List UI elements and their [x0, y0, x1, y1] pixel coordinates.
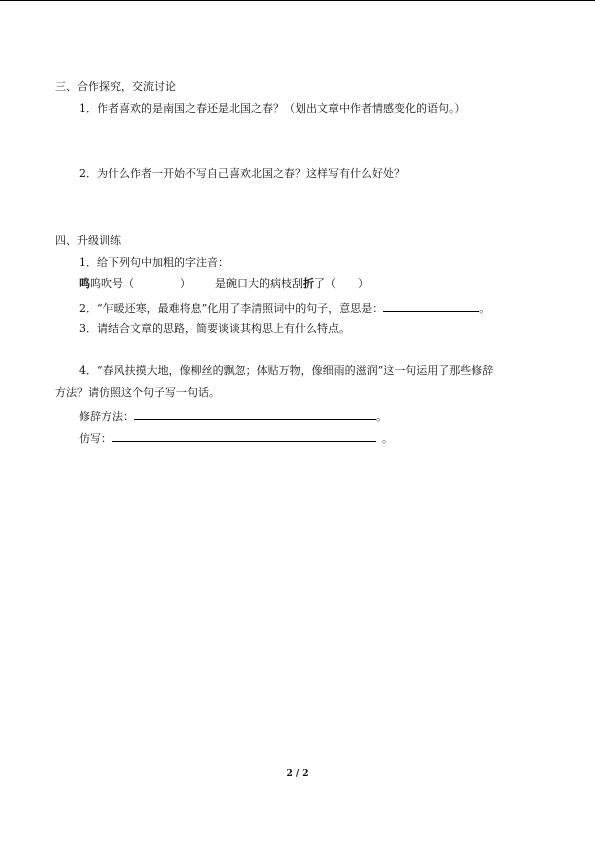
pinyin-item-a-text: 呜吹号（ [90, 277, 134, 290]
page-number: 2 / 2 [286, 769, 309, 779]
top-border-line [0, 0, 595, 1]
rhetoric-label: 修辞方法： [79, 410, 134, 423]
rhetoric-end: 。 [376, 410, 387, 423]
imitate-end: 。 [382, 432, 393, 445]
pinyin-item-a [79, 277, 191, 291]
section-3-heading: 三、合作探究，交流讨论 [55, 80, 176, 93]
meaning-answer-blank[interactable] [383, 300, 479, 312]
section-4-question-1: 1．给下列句中加粗的字注音： [79, 256, 229, 269]
imitate-label: 仿写： [79, 432, 112, 445]
section-4-heading: 四、升级训练 [55, 234, 121, 247]
bold-character-b: 折 [303, 277, 314, 290]
imitate-row [79, 430, 393, 446]
bold-character-a: 鸣 [79, 277, 90, 290]
section-4-question-2 [79, 300, 490, 316]
section-4-question-4-line-2: 方法？请仿照这个句子写一句话。 [55, 386, 220, 399]
imitate-answer-blank[interactable] [112, 430, 376, 442]
pinyin-item-a-close: ） [180, 277, 191, 290]
pinyin-item-b-close: ） [358, 277, 369, 290]
question-2-end: 。 [479, 302, 491, 315]
pinyin-item-b-text: 是碗口大的病枝刮 [215, 277, 303, 290]
question-2-text: 2．“乍暖还寒，最难将息”化用了李清照词中的句子，意思是： [79, 302, 384, 315]
section-4-question-3: 3．请结合文章的思路，简要谈谈其构思上有什么特点。 [79, 322, 350, 335]
section-3-question-2: 2．为什么作者一开始不写自己喜欢北国之春？这样写有什么好处？ [79, 167, 405, 180]
section-4-question-4-line-1: 4．“春风扶摸大地，像柳丝的飘忽；体贴万物，像细雨的滋润”这一句运用了那些修辞 [79, 364, 494, 377]
pinyin-item-b [215, 277, 369, 291]
section-3-question-1: 1．作者喜欢的是南国之春还是北国之春？（划出文章中作者情感变化的语句。） [79, 102, 466, 115]
rhetoric-row [79, 408, 387, 424]
pinyin-item-b-rest: 了（ [314, 277, 336, 290]
rhetoric-answer-blank[interactable] [134, 408, 376, 420]
